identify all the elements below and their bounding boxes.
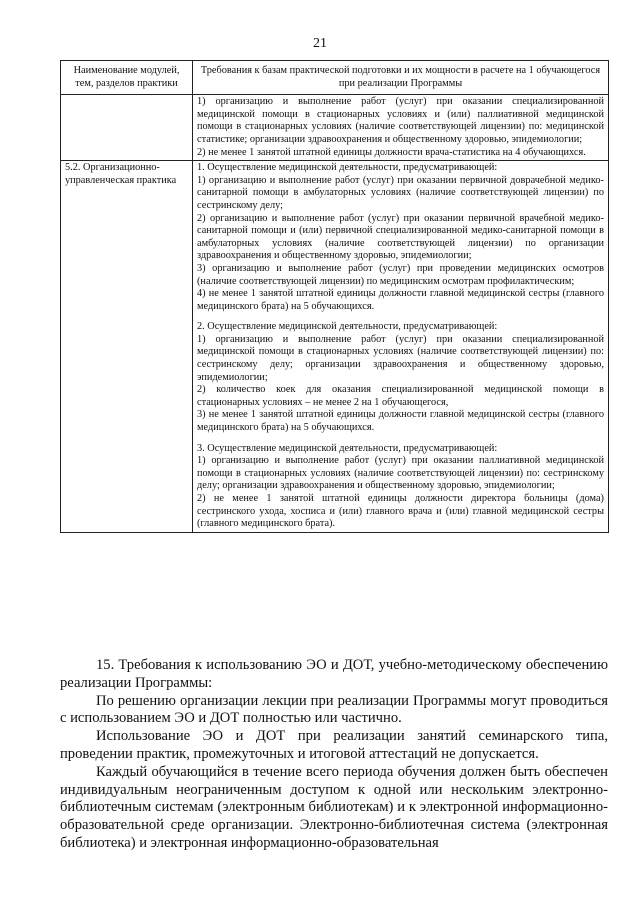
row-requirements bbox=[193, 95, 609, 161]
requirement-paragraph: 1) организацию и выполнение работ (услуг) при оказании специализированной медицинской помощи в стационарных условиях и (или) паллиативной медицинской помощи в стационарных условиях (наличие соответствующей лицензии) по: медицинской статистике; организации здравоохранения и общественному здоровью, эпидемиологии; bbox=[197, 96, 604, 145]
requirement-paragraph: 2. Осуществление медицинской деятельности, предусматривающей: bbox=[197, 321, 498, 333]
table-row bbox=[61, 95, 609, 161]
header-requirements: Требования к базам практической подготовки и их мощности в расчете на 1 обучающегося при реализации Программы bbox=[193, 61, 609, 95]
page-number: 21 bbox=[313, 36, 327, 51]
requirement-paragraph: 2) не менее 1 занятой штатной единицы должности директора больницы (дома) сестринского ухода, хосписа и (или) главного врача и (или) главной медицинской сестры (главного медицинского брата). bbox=[197, 493, 604, 530]
requirement-paragraph: 4) не менее 1 занятой штатной единицы должности главной медицинской сестры (главного медицинского брата) на 5 обучающихся. bbox=[197, 288, 604, 312]
body-paragraph: Каждый обучающийся в течение всего периода обучения должен быть обеспечен индивидуальным неограниченным доступом к одной или нескольким электронно-библиотечным системам (электронным библиотекам) и к электронной информационно-образовательной среде организации. Электронно-библиотечная система (электронная библиотека) и электронная информационно-образовательная bbox=[60, 763, 608, 851]
row-module-name bbox=[61, 95, 193, 161]
requirement-paragraph: 2) количество коек для оказания специализированной медицинской помощи в стационарных условиях – не менее 2 на 1 обучающегося, bbox=[197, 384, 604, 408]
requirement-paragraph: 3) не менее 1 занятой штатной единицы должности главной медицинской сестры (главного медицинского брата) на 5 обучающихся. bbox=[197, 409, 604, 434]
section-heading: 15. Требования к использованию ЭО и ДОТ, учебно-методическому обеспечению реализации Программы: bbox=[60, 657, 608, 691]
requirement-paragraph: 2) не менее 1 занятой штатной единицы должности врача-статистика на 4 обучающихся. bbox=[197, 146, 586, 158]
row-module-name: 5.2. Организационно-управленческая практика bbox=[61, 161, 193, 533]
requirement-paragraph: 3. Осуществление медицинской деятельности, предусматривающей: bbox=[197, 442, 498, 454]
row-requirements bbox=[193, 161, 609, 533]
header-module-name: Наименование модулей, тем, разделов практики bbox=[61, 61, 193, 95]
requirement-paragraph: 1. Осуществление медицинской деятельности, предусматривающей: bbox=[197, 162, 498, 174]
requirements-table bbox=[60, 60, 609, 533]
body-paragraph: По решению организации лекции при реализации Программы могут проводиться с использованием ЭО и ДОТ полностью или частично. bbox=[60, 692, 608, 727]
requirement-paragraph: 1) организацию и выполнение работ (услуг) при оказании первичной доврачебной медико-санитарной помощи в амбулаторных условиях (наличие соответствующей лицензии) по сестринскому делу; bbox=[197, 174, 604, 211]
table-row bbox=[61, 161, 609, 533]
requirement-paragraph: 1) организацию и выполнение работ (услуг) при оказании паллиативной медицинской помощи в стационарных условиях (наличие соответствующей лицензии) по: сестринскому делу; организации здравоохранения и общественному здоровью, эпидемиологии; bbox=[197, 455, 604, 492]
body-text bbox=[60, 657, 608, 853]
table-header-row bbox=[61, 61, 609, 95]
requirement-paragraph: 3) организацию и выполнение работ (услуг) при проведении медицинских осмотров (наличие соответствующей лицензии) по медицинским осмотрам профилактическим; bbox=[197, 262, 604, 287]
body-paragraph: Использование ЭО и ДОТ при реализации занятий семинарского типа, проведении практик, промежуточных и итоговой аттестаций не допускается. bbox=[60, 728, 608, 762]
requirement-paragraph: 2) организацию и выполнение работ (услуг) при оказании первичной врачебной медико-санитарной помощи и (или) первичной специализированной медико-санитарной помощи в амбулаторных условиях (наличие соответствующей лицензии) по организации здравоохранения и общественному здоровью, эпидемиологии; bbox=[197, 212, 604, 262]
requirement-paragraph: 1) организацию и выполнение работ (услуг) при оказании специализированной медицинской помощи в стационарных условиях (наличие соответствующей лицензии) по: сестринскому делу; организации здравоохранения и общественному здоровью, эпидемиологии; bbox=[197, 333, 604, 383]
